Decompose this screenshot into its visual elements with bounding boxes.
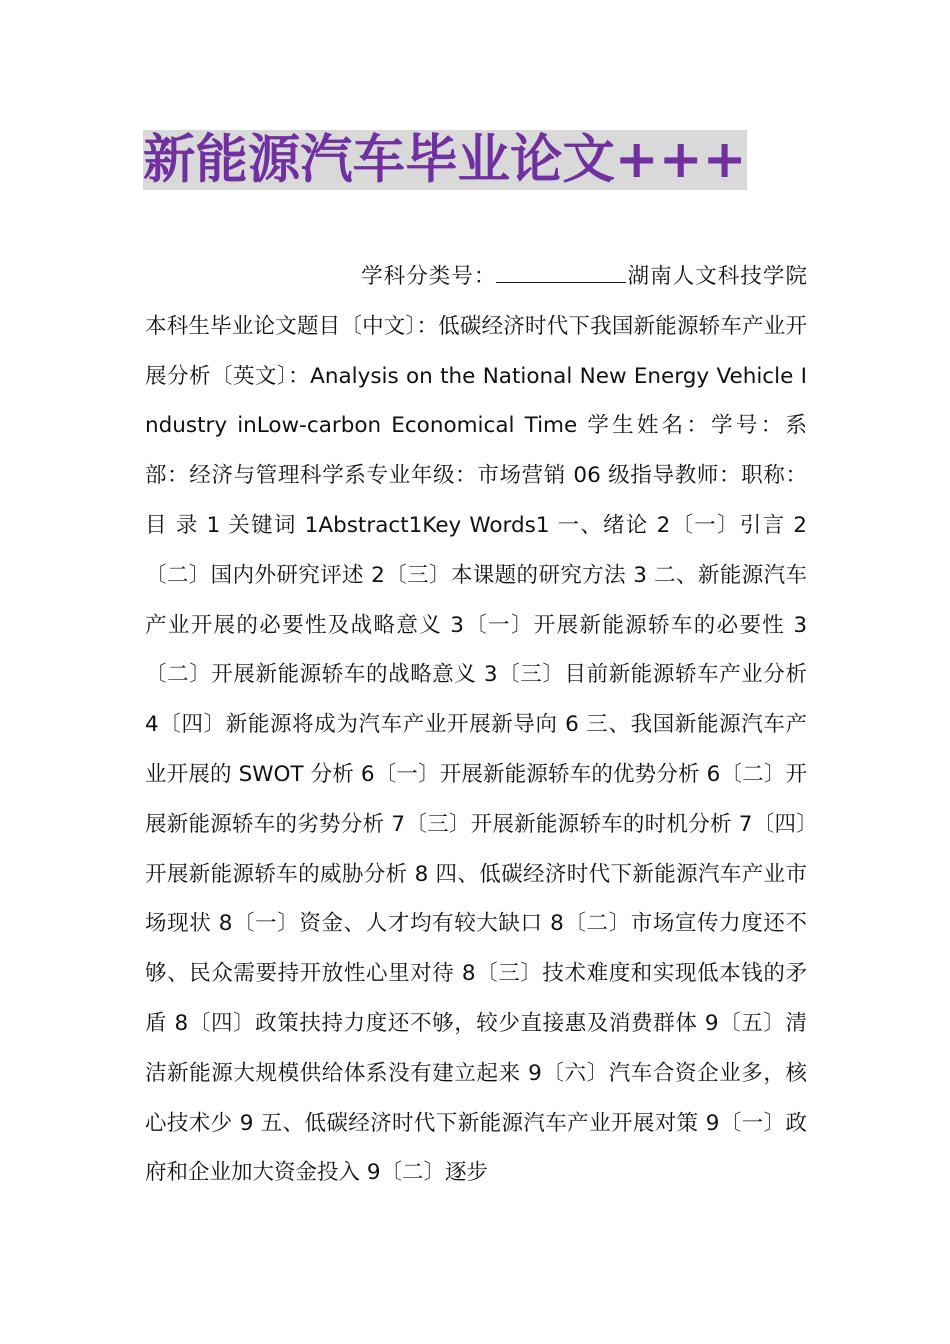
body-paragraph: 湖南人文科技学院本科生毕业论文题目〔中文〕：低碳经济时代下我国新能源轿车产业开展分析〔英文〕：Analysis on the National New Energy Vehicle Industry inLow-carbon Economical Time 学生姓名：学号：系部：经济与管理科学系专业年级：市场营销 06 级指导教师：职称：目 录 1 关键词 1Abstract1Key Words1 一、绪论 2〔一〕引言 2〔二〕国内外研究评述 2〔三〕本课题的研究方法 3 二、新能源汽车产业开展的必要性及战略意义 3〔一〕开展新能源轿车的必要性 3〔二〕开展新能源轿车的战略意义 3〔三〕目前新能源轿车产业分析 4〔四〕新能源将成为汽车产业开展新导向 6 三、我国新能源汽车产业开展的 SWOT 分析 6〔一〕开展新能源轿车的优势分析 6〔二〕开展新能源轿车的劣势分析 7〔三〕开展新能源轿车的时机分析 7〔四〕开展新能源轿车的威胁分析 8 四、低碳经济时代下新能源汽车产业市场现状 8〔一〕资金、人才均有较大缺口 8〔二〕市场宣传力度还不够、民众需要持开放性心里对待 8〔三〕技术难度和实现低本钱的矛盾 8〔四〕政策扶持力度还不够，较少直接惠及消费群体 9〔五〕清洁新能源大规模供给体系没有建立起来 9〔六〕汽车合资企业多，核心技术少 9 五、低碳经济时代下新能源汽车产业开展对策 9〔一〕政府和企业加大资金投入 9〔二〕逐步	[145, 264, 807, 1186]
category-blank-line	[496, 262, 626, 283]
document-body	[145, 252, 807, 1198]
title-highlight	[143, 130, 747, 190]
category-label: 学科分类号：	[360, 264, 497, 289]
document-title: 新能源汽车毕业论文+++	[143, 129, 747, 190]
